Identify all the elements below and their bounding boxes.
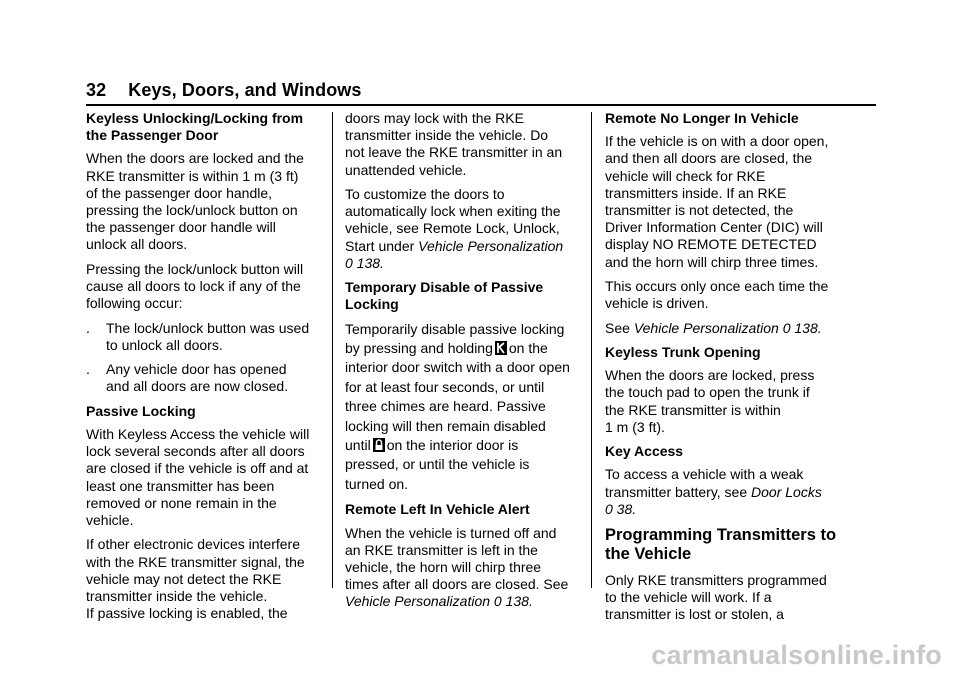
column-1 bbox=[86, 110, 326, 630]
paragraph: This occurs only once each time the vehicle is driven. bbox=[605, 278, 829, 312]
page-reference[interactable]: 0 138. bbox=[345, 254, 384, 271]
paragraph: To access a vehicle with a weak transmitter battery, see Door Locks 0 38. bbox=[605, 466, 822, 517]
section-heading: Key Access bbox=[605, 443, 684, 460]
cross-reference-link[interactable]: Door Locks bbox=[751, 483, 822, 500]
section-heading: Remote No Longer In Vehicle bbox=[605, 110, 799, 126]
paragraph: Temporarily disable passive locking by pressing and holding on the interior door switch with a door open for at least four seconds, or until three chimes are heard. Passive locking will then remain disabled until on the interior door is pressed, or until the vehicle is turned on. bbox=[345, 320, 570, 492]
paragraph: See Vehicle Personalization 0 138. bbox=[605, 319, 822, 336]
section-heading: Passive Locking bbox=[86, 402, 196, 419]
column-divider-1 bbox=[332, 112, 333, 588]
unlock-symbol-icon bbox=[495, 341, 507, 355]
paragraph: Only RKE transmitters programmed to the vehicle will work. If a transmitter is lost or stolen, a bbox=[605, 572, 827, 623]
lock-symbol-icon bbox=[373, 438, 385, 452]
page-reference[interactable]: 0 38. bbox=[605, 500, 637, 517]
paragraph: Pressing the lock/unlock button will cause all doors to lock if any of the following occur: bbox=[86, 260, 304, 312]
paragraph: When the vehicle is turned off and an RKE transmitter is left in the vehicle, the horn will chirp three times after all doors are closed. See Vehicle Personalization 0 138. bbox=[345, 524, 569, 610]
column-divider-2 bbox=[591, 112, 592, 588]
cross-reference-link[interactable]: Vehicle Personalization bbox=[345, 593, 491, 610]
paragraph: When the doors are locked, press the touch pad to open the trunk if the RKE transmitter is within 1 m (3 ft). bbox=[605, 367, 815, 435]
paragraph: If the vehicle is on with a door open, and then all doors are closed, the vehicle will check for RKE transmitters inside. If an RKE transmitter is not detected, the Driver Information Center (DIC) will display NO REMOTE DETECTED and the horn will chirp three times. bbox=[605, 133, 829, 270]
bullet-item: . The lock/unlock button was used to unlock all doors. bbox=[86, 319, 310, 353]
page-reference[interactable]: 0 138. bbox=[782, 319, 822, 336]
section-heading: Keyless Trunk Opening bbox=[605, 344, 761, 360]
bullet-dot: . bbox=[86, 319, 90, 336]
header-rule bbox=[86, 104, 876, 106]
bullet-dot: . bbox=[86, 361, 90, 378]
paragraph: If other electronic devices interfere with the RKE transmitter signal, the vehicle may not detect the RKE transmitter inside the vehicle. If passive locking is enabled, the bbox=[86, 536, 305, 622]
section-heading: Keyless Unlocking/Locking from the Passenger Door bbox=[86, 110, 304, 144]
bullet-item: . Any vehicle door has opened and all doors are now closed. bbox=[86, 361, 289, 395]
section-heading: Remote Left In Vehicle Alert bbox=[345, 501, 530, 518]
column-2 bbox=[345, 110, 585, 618]
paragraph: To customize the doors to automatically lock when exiting the vehicle, see Remote Lock, Unlock, Start under Vehicle Personalization 0 138. bbox=[345, 186, 564, 271]
paragraph: With Keyless Access the vehicle will lock several seconds after all doors are closed if the vehicle is off and at least one transmitter has been removed or none remain in the vehicle. bbox=[86, 426, 310, 529]
page-header bbox=[86, 80, 362, 101]
cross-reference-link[interactable]: Vehicle Personalization bbox=[633, 319, 779, 336]
page-title: Keys, Doors, and Windows bbox=[128, 80, 362, 100]
watermark: carmanualsonline.info bbox=[651, 640, 942, 670]
page-number: 32 bbox=[86, 80, 107, 100]
cross-reference-link[interactable]: Vehicle Personalization bbox=[418, 237, 564, 254]
section-heading: Temporary Disable of Passive Locking bbox=[345, 279, 544, 313]
paragraph: When the doors are locked and the RKE transmitter is within 1 m (3 ft) of the passenger door handle, pressing the lock/unlock button on the passenger door handle will unlock all doors. bbox=[86, 150, 304, 253]
page-reference[interactable]: 0 138. bbox=[493, 593, 533, 610]
major-section-heading: Programming Transmitters to the Vehicle bbox=[605, 526, 837, 564]
column-3 bbox=[605, 110, 855, 631]
paragraph: doors may lock with the RKE transmitter inside the vehicle. Do not leave the RKE transmitter in an unattended vehicle. bbox=[345, 110, 563, 178]
